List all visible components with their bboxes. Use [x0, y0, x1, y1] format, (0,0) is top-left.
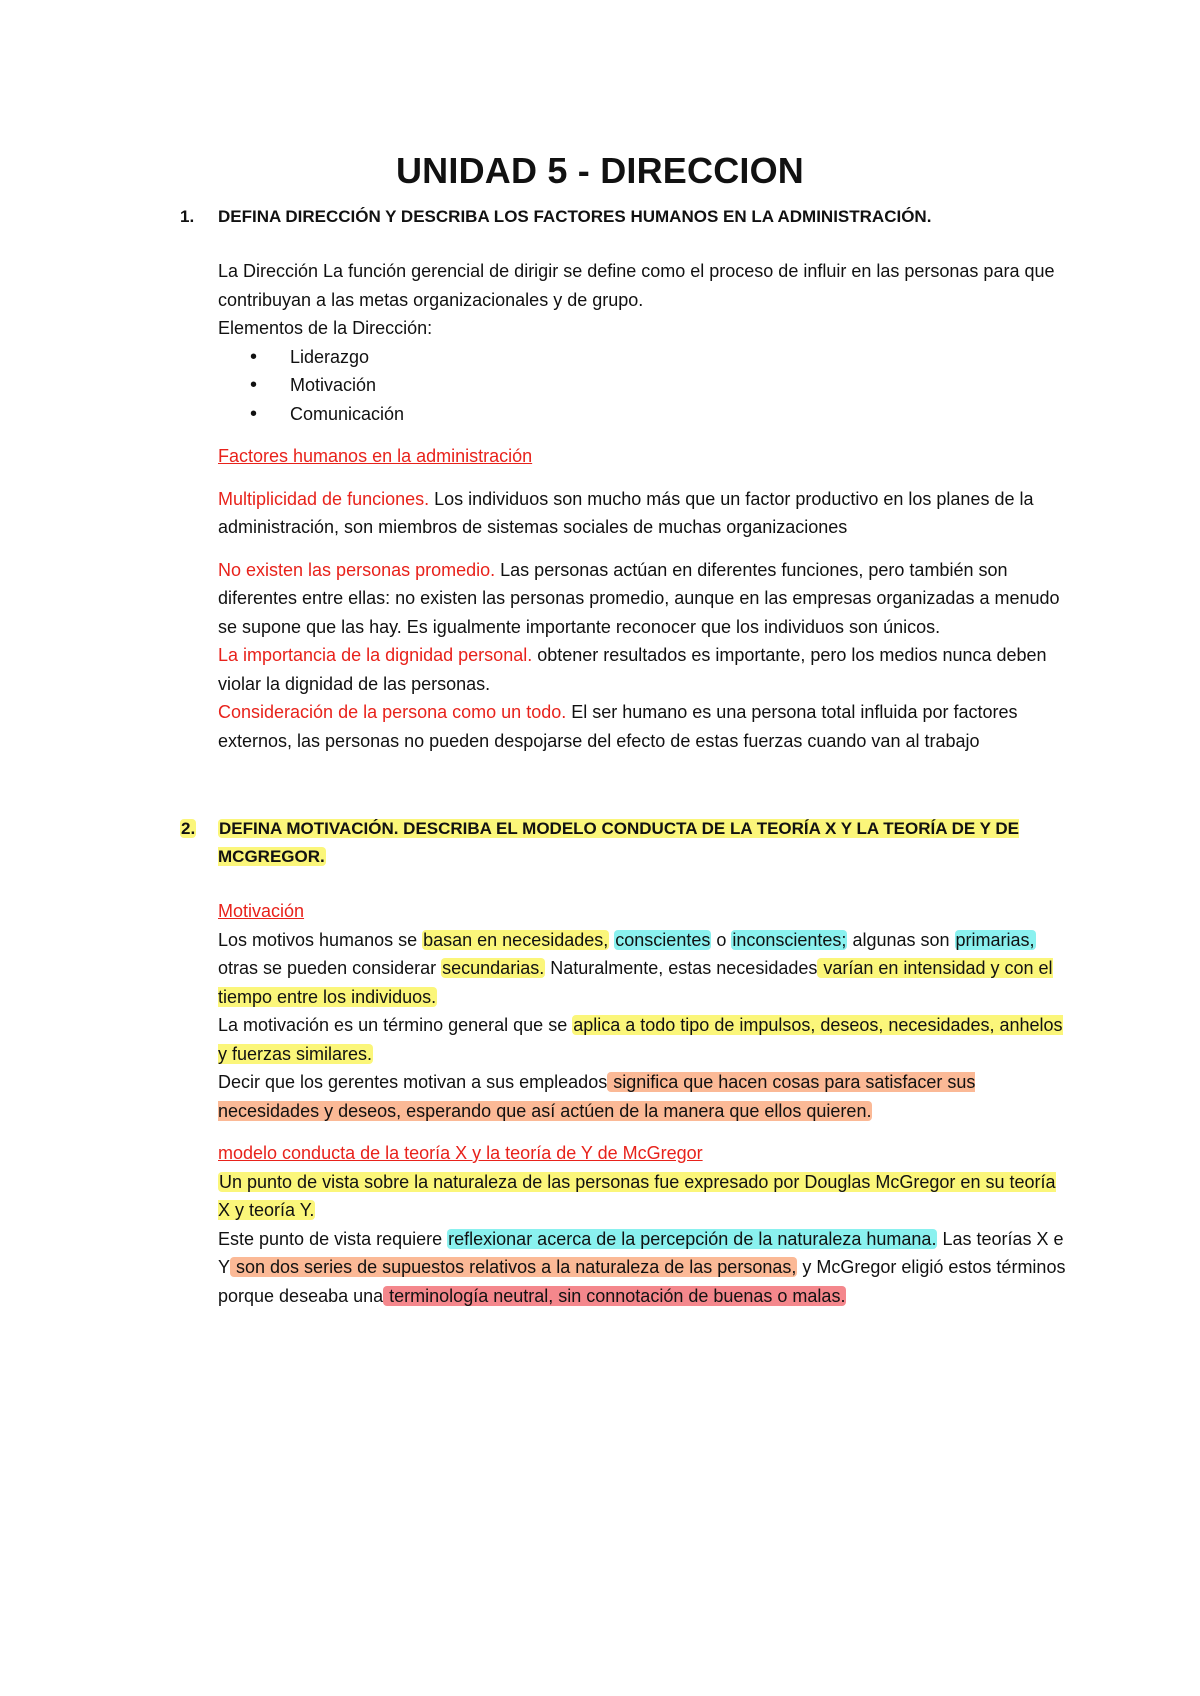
mcgregor-paragraph-1: [218, 1168, 1068, 1225]
question-2-heading: [218, 815, 1068, 871]
highlight-yellow: secundarias.: [442, 958, 545, 978]
text-run: otras se pueden considerar: [218, 958, 442, 978]
text-run: Las teorías X e Y: [218, 1228, 1064, 1277]
highlight-orange: significa que hacen cosas para satisfacer sus necesidades y deseos, esperando que así actúen de la manera que ellos quieren.: [218, 1072, 976, 1121]
highlight-yellow: Un punto de vista sobre la naturaleza de las personas fue expresado por Douglas McGregor en su teoría X y teoría Y.: [218, 1171, 1056, 1220]
highlight-cyan: reflexionar acerca de la percepción de la naturaleza humana.: [448, 1228, 937, 1249]
highlight-yellow: basan en necesidades,: [423, 929, 609, 950]
motivation-paragraph-2: [218, 1011, 1068, 1068]
highlight-yellow: varían en intensidad y con el tiempo entre los individuos.: [218, 958, 1053, 1007]
factor-text: El ser humano es una persona total influida por factores externos, las personas no pueden despojarse del efecto de estas fuerzas cuando van al trabajo: [218, 702, 1018, 751]
factor-text: Las personas actúan en diferentes funciones, pero también son diferentes entre ellas: no existen las personas promedio, aunque en las empresas organizadas a menudo se supone que las hay. Es igualmente importante reconocer que los individuos son únicos.: [218, 559, 1060, 637]
question-1-number: 1.: [180, 207, 195, 226]
text-run: o: [711, 929, 732, 950]
factor-text: obtener resultados es importante, pero los medios nunca deben violar la dignidad de las personas.: [218, 645, 1047, 694]
question-2-number-text: 2.: [181, 819, 196, 838]
text-run: Este punto de vista requiere: [218, 1228, 448, 1249]
highlight-cyan: inconscientes;: [732, 929, 847, 950]
text-run: Decir que los gerentes motivan a sus empleados: [218, 1072, 608, 1092]
model-title: modelo conducta de la teoría X y la teoría de Y de McGregor: [218, 1143, 703, 1163]
factor-paragraph: [218, 556, 1068, 642]
direction-definition: La Dirección La función gerencial de dirigir se define como el proceso de influir en las personas para que contribuyan a las metas organizacionales y de grupo.: [218, 261, 1055, 310]
factor-paragraph: [218, 698, 1068, 755]
list-item: • Liderazgo: [218, 343, 1068, 372]
factors-title: Factores humanos en la administración: [218, 446, 533, 466]
highlight-pink: terminología neutral, sin connotación de buenas o malas.: [384, 1285, 846, 1306]
list-item: • Comunicación: [218, 400, 1068, 429]
mcgregor-paragraph-2: [218, 1225, 1068, 1311]
factor-lead: Consideración de la persona como un todo.: [218, 702, 567, 722]
factor-paragraph: [218, 485, 1068, 542]
factor-paragraph: [218, 641, 1068, 698]
question-2-heading-text: DEFINA MOTIVACIÓN. DESCRIBA EL MODELO CONDUCTA DE LA TEORÍA X Y LA TEORÍA DE Y DE MCGREGOR.: [218, 819, 1019, 866]
text-run: Naturalmente, estas necesidades: [545, 958, 818, 978]
motivation-title: Motivación: [218, 901, 305, 921]
question-1-heading: DEFINA DIRECCIÓN Y DESCRIBA LOS FACTORES HUMANOS EN LA ADMINISTRACIÓN.: [218, 207, 932, 226]
highlight-yellow: aplica a todo tipo de impulsos, deseos, necesidades, anhelos y fuerzas similares.: [218, 1015, 1063, 1064]
highlight-orange: son dos series de supuestos relativos a la naturaleza de las personas,: [231, 1257, 797, 1277]
factor-text: Los individuos son mucho más que un factor productivo en los planes de la administración, son miembros de sistemas sociales de muchas organizaciones: [218, 488, 1034, 537]
factor-lead: La importancia de la dignidad personal.: [218, 645, 533, 665]
list-item: • Motivación: [218, 371, 1068, 400]
factor-lead: No existen las personas promedio.: [218, 559, 496, 580]
text-run: La motivación es un término general que se: [218, 1015, 573, 1035]
factor-lead: Multiplicidad de funciones.: [218, 488, 430, 509]
motivation-paragraph-3: [218, 1068, 1068, 1125]
text-run: y McGregor eligió estos términos porque deseaba una: [218, 1257, 1066, 1306]
question-1-answer: [218, 257, 1068, 755]
question-2-answer: [218, 897, 1068, 1310]
elements-label: Elementos de la Dirección:: [218, 318, 433, 338]
question-2-number: [180, 819, 196, 839]
page-title: UNIDAD 5 - DIRECCION: [395, 150, 804, 191]
highlight-cyan: primarias,: [955, 929, 1035, 950]
text-run: Los motivos humanos se: [218, 929, 423, 950]
elements-list: [218, 343, 1068, 429]
text-run: algunas son: [847, 929, 955, 950]
highlight-cyan: conscientes: [615, 929, 711, 950]
motivation-paragraph-1: [218, 926, 1068, 1012]
